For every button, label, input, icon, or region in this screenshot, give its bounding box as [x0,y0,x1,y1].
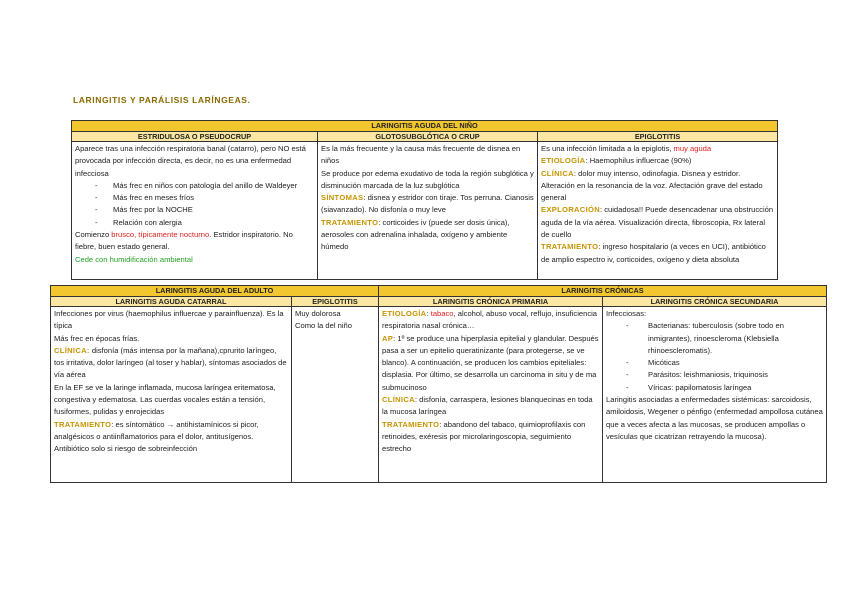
table-laringitis-nino [71,120,778,280]
list-item: - Más frec en niños con patología del anillo de Waldeyer [75,180,314,192]
secundaria-p2: Laringitis asociadas a enfermedades sistémicas: sarcoidosis, amiloidosis, Wegener o pénfigo (enfermedad ampollosa cutánea que a veces afecta a las mucosas, se producen ampollas o vesículas que cicatrizan retrayendo la mucosa). [606,395,823,441]
list-item: - Parásitos: leishmaniosis, triquinosis [606,369,823,381]
list-item: - Más frec en meses fríos [75,192,314,204]
glotosub-tratamiento: TRATAMIENTO: corticoides iv (puede ser dosis única), aerosoles con adrenalina inhalada, oxígeno y ambiente húmedo [321,217,510,252]
cell-epiglotitis-nino [538,142,778,280]
glotosub-p2: Se produce por edema exudativo de toda la región subglótica y disminución marcada de la luz subglótica [321,168,534,190]
primaria-ap: AP: 1º se produce una hiperplasia epitelial y glandular. Después pasa a ser un epitelio queratinizante (para protegerse, se ve blanco). A continuación, se producen los cambios epiteliales: displasia. Por último, se desarrolla un carcinoma in situ y de ma submucinoso [382,333,599,392]
cell-catarral [51,307,292,483]
list-item: - Bacterianas: tuberculosis (sobre todo en inmigrantes), rinoescleroma (Klebsiella rhinoescleromatis). [606,320,823,357]
estridulosa-description: Aparece tras una infección respiratoria banal (catarro), pero NO está provocada por infección directa, es decir, no es una enfermedad infecciosa [75,144,306,178]
cell-cronica-secundaria [603,307,827,483]
catarral-p1: Infecciones por virus (haemophilus influercae y parainfluenza). Es la típica [54,309,284,331]
estridulosa-bullets [75,180,314,229]
primaria-clinica: CLÍNICA: disfonía, carraspera, lesiones blanquecinas en toda la mucosa laríngea [382,395,593,417]
primaria-tratamiento: TRATAMIENTO: abandono del tabaco, quimioprofilaxis con retinoides, exéresis por microlaringoscopia, seguimiento estrecho [382,419,586,454]
header-laringitis-cronicas: LARINGITIS CRÓNICAS [379,286,827,297]
catarral-p3: En la EF se ve la laringe inflamada, mucosa laríngea eritematosa, congestiva y edematosa. Las cuerdas vocales están a tensión, fusiformes, pulidas y enrojecidas [54,382,276,417]
cell-cronica-primaria [379,307,603,483]
epiglotitis-tratamiento: TRATAMIENTO: ingreso hospitalario (a veces en UCI), antibiótico de amplio espectro iv, corticoides, oxígeno y dieta absoluta [541,242,766,264]
list-item: - Micóticas [606,357,823,369]
header-epiglotitis-nino: EPIGLOTITIS [538,131,778,142]
epiglotitis-exploracion: EXPLORACIÓN: cuidadosa!! Puede desencadenar una obstrucción aguda de la vía aérea. Visualización directa, fibroscopia, Rx lateral de cuello [541,205,774,240]
list-item: - Relación con alergia [75,217,314,229]
estridulosa-comienzo: Comienzo brusco, típicamente nocturno. Estridor inspiratorio. No fiebre, buen estado general. [75,230,293,252]
header-laringitis-nino: LARINGITIS AGUDA DEL NIÑO [72,121,778,132]
header-laringitis-adulto: LARINGITIS AGUDA DEL ADULTO [51,286,379,297]
secundaria-bullets [606,320,823,394]
header-epiglotitis-adulto: EPIGLOTITIS [292,296,379,307]
estridulosa-cede: Cede con humidificación ambiental [75,254,193,264]
primaria-etiologia: ETIOLOGÍA: tabaco, alcohol, abuso vocal, reflujo, insuficiencia respiratoria nasal crónica… [382,309,598,331]
glotosub-p1: Es la más frecuente y la causa más frecuente de disnea en niños [321,144,521,166]
header-glotosubglotica: GLOTOSUBGLÓTICA O CRUP [318,131,538,142]
list-item: - Más frec por la NOCHE [75,204,314,216]
table-laringitis-adulto-cronicas [50,285,827,483]
header-cronica-primaria: LARINGITIS CRÓNICA PRIMARIA [379,296,603,307]
cell-epiglotitis-adulto [292,307,379,483]
header-cronica-secundaria: LARINGITIS CRÓNICA SECUNDARIA [603,296,827,307]
epiglotitis-adulto-l2: Como la del niño [295,321,352,331]
header-catarral: LARINGITIS AGUDA CATARRAL [51,296,292,307]
header-estridulosa: ESTRIDULOSA O PSEUDOCRUP [72,131,318,142]
document-title: LARINGITIS Y PARÁLISIS LARÍNGEAS. [73,95,251,105]
epiglotitis-clinica: CLÍNICA: dolor muy intenso, odinofagia. Disnea y estridor. Alteración en la resonancia de la voz. Afectación grave del estado general [541,168,763,203]
list-item: - Víricas: papilomatosis laríngea [606,382,823,394]
secundaria-p1: Infecciosas: [606,309,647,318]
epiglotitis-adulto-l1: Muy dolorosa [295,309,341,318]
catarral-tratamiento: TRATAMIENTO: es síntomático → antihistamínicos si picor, analgésicos o antiinflamatorios para el dolor, antitusígenos. Antibiótico solo si riesgo de sobreinfección [54,419,259,454]
epiglotitis-p1: Es una infección limitada a la epiglotis, muy aguda [541,144,712,153]
catarral-p2: Más frec en épocas frías. [54,333,140,343]
epiglotitis-etiologia: ETIOLOGÍA: Haemophilus influercae (90%) [541,156,692,166]
glotosub-sintomas: SÍNTOMAS: disnea y estridor con tiraje. Tos perruna. Cianosis (siavanzado). No disfonía o muy leve [321,193,534,215]
cell-glotosubglotica [318,142,538,280]
catarral-clinica: CLÍNICA: disfonía (más intensa por la mañana),cprurito laríngeo, tos irritativa, dolor laríngeo (al toser y hablar), síntomas asociados de vía aérea [54,345,287,380]
cell-estridulosa [72,142,318,280]
